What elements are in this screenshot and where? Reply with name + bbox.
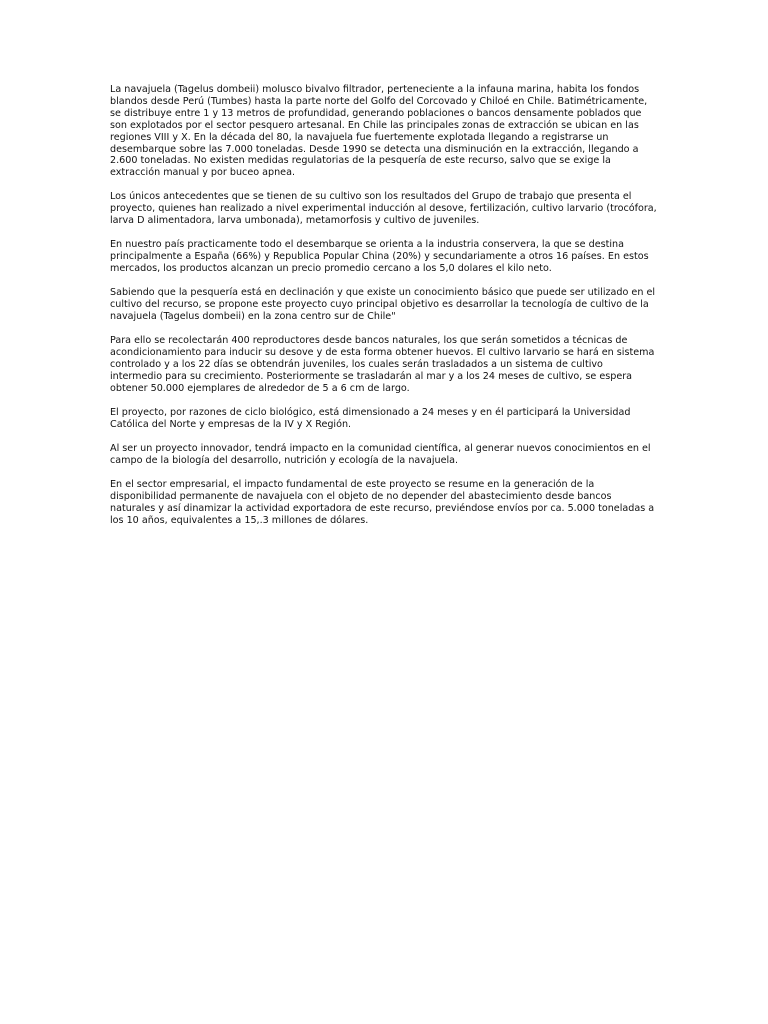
paragraph-7: Al ser un proyecto innovador, tendrá impacto en la comunidad científica, al generar nuevos conocimientos en el campo de la biología del desarrollo, nutrición y ecología de la navajuela. — [110, 442, 651, 466]
paragraph-3: En nuestro país practicamente todo el desembarque se orienta a la industria conservera, la que se destina principalmente a España (66%) y Republica Popular China (20%) y secundariamente a otros 16 países. En estos mercados, los productos alcanzan un precio promedio cercano a los 5,0 dolares el kilo neto. — [110, 239, 649, 275]
paragraph-1: La navajuela (Tagelus dombeii) molusco bivalvo filtrador, perteneciente a la infauna marina, habita los fondos blandos desde Perú (Tumbes) hasta la parte norte del Golfo del Corcovado y Chiloé en Chile. Batimétricamente, se distribuye entre 1 y 13 metros de profundidad, generando poblaciones o bancos densamente poblados que son explotados por el sector pesquero artesanal. En Chile las principales zonas de extracción se ubican en las regiones VIII y X. En la década del 80, la navajuela fue fuertemente explotada llegando a registrarse un desembarque sobre las 7.000 toneladas. Desde 1990 se detecta una disminución en la extracción, llegando a 2.600 toneladas. No existen medidas regulatorias de la pesquería de este recurso, salvo que se exige la extracción manual y por buceo apnea. — [110, 84, 648, 179]
paragraph-5: Para ello se recolectarán 400 reproductores desde bancos naturales, los que serán sometidos a técnicas de acondicionamiento para inducir su desove y de esta forma obtener huevos. El cultivo larvario se hará en sistema controlado y a los 22 días se obtendrán juveniles, los cuales serán trasladados a un sistema de cultivo intermedio para su crecimiento. Posteriormente se trasladarán al mar y a los 24 meses de cultivo, se espera obtener 50.000 ejemplares de alrededor de 5 a 6 cm de largo. — [110, 335, 655, 394]
document-body — [110, 84, 658, 539]
paragraph-2: Los únicos antecedentes que se tienen de su cultivo son los resultados del Grupo de trabajo que presenta el proyecto, quienes han realizado a nivel experimental inducción al desove, fertilización, cultivo larvario (trocófora, larva D alimentadora, larva umbonada), metamorfosis y cultivo de juveniles. — [110, 191, 657, 227]
paragraph-6: El proyecto, por razones de ciclo biológico, está dimensionado a 24 meses y en él participará la Universidad Católica del Norte y empresas de la IV y X Región. — [110, 406, 631, 430]
paragraph-8: En el sector empresarial, el impacto fundamental de este proyecto se resume en la generación de la disponibilidad permanente de navajuela con el objeto de no depender del abastecimiento desde bancos naturales y así dinamizar la actividad exportadora de este recurso, previéndose envíos por ca. 5.000 toneladas a los 10 años, equivalentes a 15,.3 millones de dólares. — [110, 478, 655, 526]
paragraph-4: Sabiendo que la pesquería está en declinación y que existe un conocimiento básico que puede ser utilizado en el cultivo del recurso, se propone este proyecto cuyo principal objetivo es desarrollar la tecnología de cultivo de la navajuela (Tagelus dombeii) en la zona centro sur de Chile" — [110, 287, 656, 323]
